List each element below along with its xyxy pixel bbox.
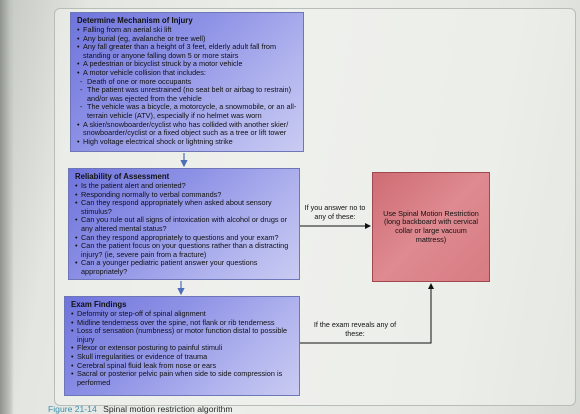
reliability-item: • Can you rule out all signs of intoxication with alcohol or drugs or any altered mental status? bbox=[75, 216, 294, 233]
reliability-item: • Can they respond appropriately to questions and your exam? bbox=[75, 234, 294, 243]
exam-item: • Sacral or posterior pelvic pain when side to side compression is performed bbox=[71, 370, 294, 387]
mechanism-subitem: - The patient was unrestrained (no seat belt or airbag to restrain) and/or was ejected from the vehicle bbox=[77, 86, 298, 103]
reliability-item: • Can they respond appropriately when asked about sensory stimulus? bbox=[75, 199, 294, 216]
mechanism-item: • A motor vehicle collision that includes: bbox=[77, 69, 298, 78]
mechanism-box-title: Determine Mechanism of Injury bbox=[77, 16, 193, 25]
exam-item: • Deformity or step-off of spinal alignment bbox=[71, 310, 294, 319]
exam-item: • Skull irregularities or evidence of trauma bbox=[71, 353, 294, 362]
reliability-item: • Is the patient alert and oriented? bbox=[75, 182, 294, 191]
figure-number: Figure 21-14 bbox=[48, 404, 97, 414]
mechanism-item: • High voltage electrical shock or lightning strike bbox=[77, 138, 298, 147]
mechanism-item: • Any fall greater than a height of 3 feet, elderly adult fall from standing or anyone falling down 5 or more stairs bbox=[77, 43, 298, 60]
exam-box-title: Exam Findings bbox=[71, 300, 127, 309]
figure-caption bbox=[48, 404, 233, 414]
exam-item: • Flexor or extensor posturing to painful stimuli bbox=[71, 344, 294, 353]
arrow-exam-to-outcome bbox=[300, 284, 431, 343]
no-to-any-label: If you answer no to any of these: bbox=[304, 203, 366, 221]
figure-title: Spinal motion restriction algorithm bbox=[103, 404, 233, 414]
reliability-box-title: Reliability of Assessment bbox=[75, 172, 170, 181]
exam-reveals-label: If the exam reveals any of these: bbox=[313, 320, 397, 338]
exam-item: • Midline tenderness over the spine, not flank or rib tenderness bbox=[71, 319, 294, 328]
reliability-item: • Responding normally to verbal commands? bbox=[75, 191, 294, 200]
mechanism-item: • A pedestrian or bicyclist struck by a motor vehicle bbox=[77, 60, 298, 69]
mechanism-item: • Falling from an aerial ski lift bbox=[77, 26, 298, 35]
reliability-item: • Can the patient focus on your questions rather than a distracting injury? (ie, severe pain from a fracture) bbox=[75, 242, 294, 259]
reliability-item: • Can a younger pediatric patient answer your questions appropriately? bbox=[75, 259, 294, 276]
outcome-text: Use Spinal Motion Restriction (long backboard with cervical collar or large vacuum mattress) bbox=[383, 208, 479, 244]
exam-item: • Cerebral spinal fluid leak from nose or ears bbox=[71, 362, 294, 371]
mechanism-subitem: - The vehicle was a bicycle, a motorcycle, a snowmobile, or an all-terrain vehicle (ATV), especially if no helmet was worn bbox=[77, 103, 298, 120]
mechanism-subitem: - Death of one or more occupants bbox=[77, 78, 298, 87]
mechanism-item: • Any burial (eg, avalanche or tree well) bbox=[77, 35, 298, 44]
exam-item: • Loss of sensation (numbness) or motor function distal to possible injury bbox=[71, 327, 294, 344]
mechanism-item: • A skier/snowboarder/cyclist who has collided with another skier/ snowboarder/cyclist or a fixed object such as a tree or lift tower bbox=[77, 121, 298, 138]
